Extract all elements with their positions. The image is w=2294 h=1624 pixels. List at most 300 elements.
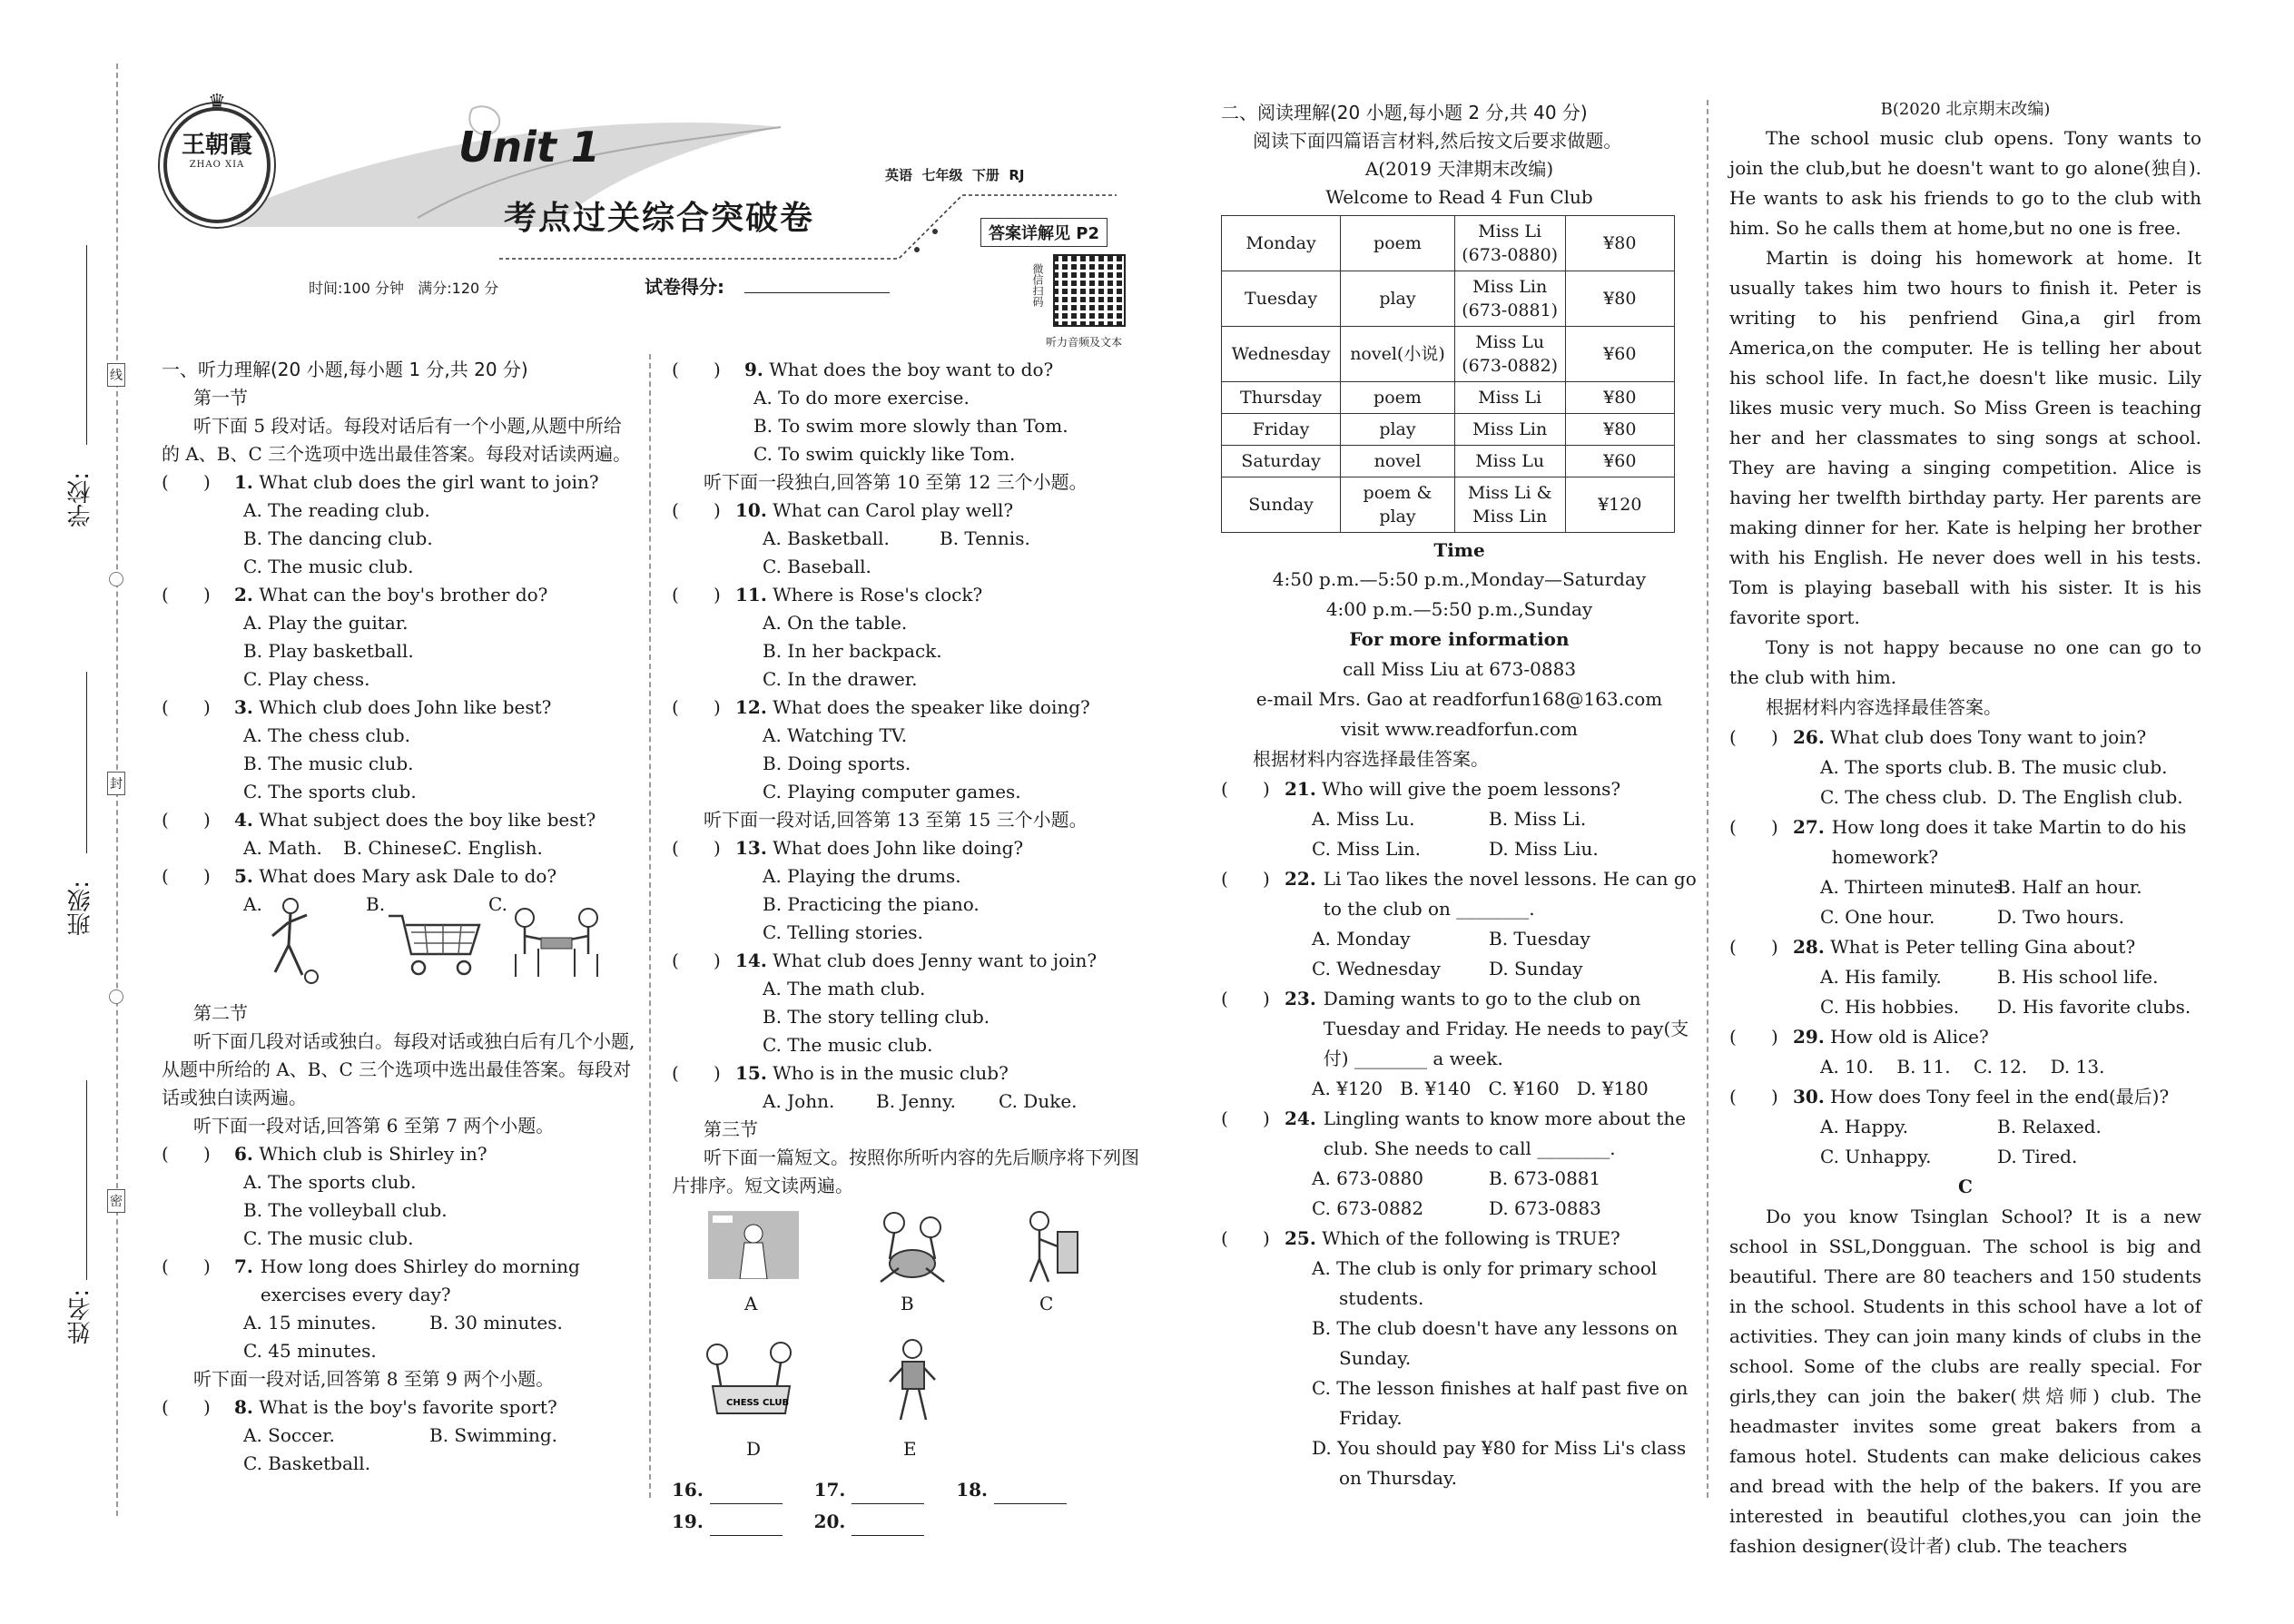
schedule-cell: Tuesday [1222, 271, 1341, 327]
q7-number: 7. [234, 1255, 253, 1277]
question-14: ( ) 14. What club does Jenny want to join? [672, 950, 1098, 971]
q24-number: 24. [1285, 1107, 1316, 1129]
binding-sidebar [54, 227, 123, 1525]
part3-label: 第三节 [704, 1118, 758, 1140]
q13-stem: What does John like doing? [773, 837, 1024, 859]
question-22: ( ) 22. Li Tao likes the novel lessons. He can go to the club on ________. [1221, 864, 1698, 924]
q21-stem: Who will give the poem lessons? [1322, 778, 1621, 800]
girl-speaking-icon [708, 1211, 799, 1279]
time-sunday: 4:00 p.m.—5:50 p.m.,Sunday [1325, 598, 1593, 620]
part1-label: 第一节 [193, 387, 248, 408]
schedule-table [1221, 215, 1675, 533]
schedule-cell: Wednesday [1222, 327, 1341, 382]
q11-stem: Where is Rose's clock? [773, 584, 983, 605]
q28-option-a[interactable]: A. His family. [1820, 966, 1942, 988]
q5-stem: What does Mary ask Dale to do? [259, 865, 557, 887]
q15-option-b[interactable]: B. Jenny. [876, 1090, 957, 1112]
q8-option-b[interactable]: B. Swimming. [429, 1424, 557, 1446]
order-blank-18[interactable] [994, 1485, 1067, 1504]
logo-text: 王朝霞 [181, 132, 252, 159]
q21-option-a[interactable]: A. Miss Lu. [1312, 808, 1415, 830]
passage-c-paragraph-1: Do you know Tsinglan School? It is a new school in SSL,Dongguan. The school is big and beautiful. There are 80 teachers and 150 students in the school. Students in this school have a lot of activities. They can join many kinds of clubs in the school. Some of the clubs are really special. For girls,they can join the baker(烘焙师) club. The headmaster invites some great bakers from a famous hotel. Students can make delicious cakes and bread with the help of the bakers. If you are interested in beautiful clothes,you can join the fashion designer(设计者) club. The teachers [1729, 1206, 2201, 1557]
q6-stem: Which club is Shirley in? [259, 1143, 487, 1165]
schedule-row [1222, 382, 1675, 414]
schedule-cell: ¥60 [1565, 446, 1674, 477]
dialogue-13-15-intro: 听下面一段对话,回答第 13 至第 15 三个小题。 [704, 809, 1088, 831]
monologue-10-12-intro: 听下面一段独白,回答第 10 至第 12 三个小题。 [704, 471, 1088, 493]
q25-option-c[interactable]: C. The lesson finishes at half past five on Friday. [1312, 1377, 1689, 1429]
q1-option-c[interactable]: C. The music club. [243, 556, 414, 577]
q26-option-a[interactable]: A. The sports club. [1820, 756, 1994, 778]
schedule-cell: novel [1341, 446, 1455, 477]
question-26: ( ) 26. What club does Tony want to join? [1729, 726, 2147, 748]
q4-number: 4. [234, 809, 253, 831]
question-6: ( ) 6. Which club is Shirley in? [162, 1143, 487, 1165]
q11-option-b[interactable]: B. In her backpack. [763, 640, 942, 662]
schedule-cell: Miss Lin (673-0881) [1454, 271, 1565, 327]
order-answer-row-1 [672, 1476, 1144, 1504]
passage-a-title: A(2019 天津期末改编) [1364, 158, 1554, 180]
qr-side-label: 微信扫码 [1031, 263, 1044, 307]
question-11: ( ) 11. Where is Rose's clock? [672, 584, 983, 605]
choose-instruction-a: 根据材料内容选择最佳答案。 [1253, 748, 1489, 770]
reading-heading: 二、阅读理解(20 小题,每小题 2 分,共 40 分) [1221, 102, 1588, 123]
q6-number: 6. [234, 1143, 253, 1165]
q29-stem: How old is Alice? [1830, 1026, 1989, 1048]
q25-option-a[interactable]: A. The club is only for primary school students. [1312, 1257, 1658, 1309]
q8-option-c[interactable]: C. Basketball. [243, 1452, 371, 1474]
school-line [86, 245, 87, 445]
q30-option-c[interactable]: C. Unhappy. [1820, 1146, 1932, 1167]
order-number-17: 17. [813, 1479, 846, 1501]
question-9: ( ) 9. What does the boy want to do? [672, 359, 1054, 380]
listening-column-2 [672, 356, 1144, 1536]
q21-option-c[interactable]: C. Miss Lin. [1312, 838, 1421, 860]
score-blank[interactable] [744, 292, 890, 293]
q9-option-c[interactable]: C. To swim quickly like Tom. [753, 443, 1016, 465]
dialogue-6-7-intro: 听下面一段对话,回答第 6 至第 7 两个小题。 [193, 1115, 555, 1137]
picture-d-label: D [746, 1438, 762, 1460]
q12-option-c[interactable]: C. Playing computer games. [763, 781, 1021, 802]
q5-option-b[interactable]: B. [366, 893, 386, 915]
info-heading: For more information [1349, 628, 1570, 650]
q1-number: 1. [234, 471, 253, 493]
q15-option-c[interactable]: C. Duke. [999, 1090, 1078, 1112]
punch-hole-1 [109, 572, 123, 586]
q8-stem: What is the boy's favorite sport? [259, 1396, 557, 1418]
schedule-cell: poem [1341, 216, 1455, 271]
q4-option-a[interactable]: A. Math. [243, 837, 322, 859]
q7-option-b[interactable]: B. 30 minutes. [429, 1312, 563, 1334]
unit-title: Unit 1 [458, 123, 600, 172]
q7-option-a[interactable]: A. 15 minutes. [243, 1312, 377, 1334]
q3-number: 3. [234, 696, 253, 718]
q27-number: 27. [1793, 816, 1825, 838]
q3-option-c[interactable]: C. The sports club. [243, 781, 417, 802]
schedule-row [1222, 327, 1675, 382]
question-30: ( ) 30. How does Tony feel in the end(最后)? [1729, 1086, 2170, 1107]
part3-instructions: 听下面一篇短文。按照你所听内容的先后顺序将下列图片排序。短文读两遍。 [672, 1147, 1139, 1196]
q25-number: 25. [1285, 1227, 1316, 1249]
q7-stem: How long does Shirley do morning exercises every day? [260, 1255, 580, 1305]
q12-stem: What does the speaker like doing? [773, 696, 1090, 718]
q22-option-b[interactable]: B. Tuesday [1489, 928, 1590, 950]
schedule-cell: Miss Li (673-0880) [1454, 216, 1565, 271]
order-blank-16[interactable] [710, 1485, 783, 1504]
question-8: ( ) 8. What is the boy's favorite sport? [162, 1396, 557, 1418]
q6-option-a[interactable]: A. The sports club. [243, 1171, 417, 1193]
reading-instructions: 阅读下面四篇语言材料,然后按文后要求做题。 [1253, 130, 1622, 152]
time-weekday: 4:50 p.m.—5:50 p.m.,Monday—Saturday [1272, 568, 1647, 590]
q7-options-ab [162, 1309, 638, 1337]
q27-option-c[interactable]: C. One hour. [1820, 906, 1935, 928]
q2-option-a[interactable]: A. Play the guitar. [243, 612, 409, 634]
q2-option-b[interactable]: B. Play basketball. [243, 640, 414, 662]
q22-options-ab [1221, 924, 1698, 954]
q21-option-b[interactable]: B. Miss Li. [1489, 808, 1587, 830]
q14-option-c[interactable]: C. The music club. [763, 1034, 933, 1056]
schedule-cell: Monday [1222, 216, 1341, 271]
q26-options-ab [1729, 753, 2201, 782]
q9-option-a[interactable]: A. To do more exercise. [753, 387, 970, 408]
schedule-cell: play [1341, 414, 1455, 446]
schedule-row [1222, 216, 1675, 271]
picture-a [708, 1211, 799, 1279]
passage-b-paragraph-1: The school music club opens. Tony wants to join the club,but he doesn't want to go alone(独自). He wants to ask his friends to go to the club with him. So he calls them at home,but no one is free. [1729, 127, 2201, 239]
q13-number: 13. [735, 837, 767, 859]
seal-mark-1: 线 [107, 363, 125, 387]
q28-stem: What is Peter telling Gina about? [1830, 936, 2136, 958]
q30-option-b[interactable]: B. Relaxed. [1997, 1116, 2102, 1137]
q13-option-a[interactable]: A. Playing the drums. [763, 865, 961, 887]
q12-number: 12. [735, 696, 767, 718]
listening-column-1 [162, 356, 638, 1478]
q3-option-b[interactable]: B. The music club. [243, 753, 414, 774]
q10-number: 10. [735, 499, 767, 521]
q28-option-c[interactable]: C. His hobbies. [1820, 996, 1960, 1018]
picture-e-label: E [903, 1438, 917, 1460]
question-24: ( ) 24. Lingling wants to know more about the club. She needs to call ________. [1221, 1104, 1698, 1164]
q26-option-b[interactable]: B. The music club. [1997, 756, 2168, 778]
shopping-cart-icon [384, 909, 484, 981]
listening-heading: 一、听力理解(20 小题,每小题 1 分,共 20 分) [162, 359, 528, 380]
order-blank-19[interactable] [710, 1517, 783, 1536]
logo-badge [163, 91, 271, 223]
picture-e-boy-icon [881, 1336, 944, 1427]
q23-number: 23. [1285, 988, 1316, 1009]
q10-options-ab [672, 525, 1144, 553]
q26-option-d[interactable]: D. The English club. [1997, 786, 2183, 808]
q23-stem: Daming wants to go to the club on Tuesday and Friday. He needs to pay(支付) ________ a week. [1323, 988, 1689, 1069]
question-15: ( ) 15. Who is in the music club? [672, 1062, 1009, 1084]
q22-option-c[interactable]: C. Wednesday [1312, 958, 1441, 979]
info-email: e-mail Mrs. Gao at readforfun168@163.com [1255, 688, 1663, 710]
dialogue-8-9-intro: 听下面一段对话,回答第 8 至第 9 两个小题。 [193, 1368, 555, 1390]
q15-options [672, 1088, 1144, 1116]
passage-a-subtitle: Welcome to Read 4 Fun Club [1325, 186, 1593, 208]
q15-number: 15. [735, 1062, 767, 1084]
q27-stem: How long does it take Martin to do his homework? [1831, 816, 2187, 868]
q30-options-cd [1729, 1142, 2201, 1172]
exam-title: 考点过关综合突破卷 [504, 199, 815, 237]
q24-option-b[interactable]: B. 673-0881 [1489, 1167, 1601, 1189]
q6-option-c[interactable]: C. The music club. [243, 1227, 414, 1249]
q10-stem: What can Carol play well? [773, 499, 1014, 521]
q15-option-a[interactable]: A. John. [763, 1090, 835, 1112]
schedule-cell: ¥80 [1565, 414, 1674, 446]
name-label: 姓名: [67, 1289, 94, 1344]
question-23: ( ) 23. Daming wants to go to the club on Tuesday and Friday. He needs to pay(支付) ________ a week. [1221, 984, 1698, 1074]
class-label: 班级: [67, 881, 94, 936]
info-phone: call Miss Liu at 673-0883 [1342, 658, 1577, 680]
schedule-row [1222, 477, 1675, 533]
q27-option-d[interactable]: D. Two hours. [1997, 906, 2125, 928]
q29-number: 29. [1793, 1026, 1825, 1048]
picture-b-label: B [901, 1293, 914, 1314]
q27-options-cd [1729, 902, 2201, 932]
question-2: ( ) 2. What can the boy's brother do? [162, 584, 548, 605]
q28-options-cd [1729, 992, 2201, 1022]
q14-option-b[interactable]: B. The story telling club. [763, 1006, 990, 1028]
schedule-row [1222, 414, 1675, 446]
question-21: ( ) 21. Who will give the poem lessons? [1221, 778, 1621, 800]
question-4: ( ) 4. What subject does the boy like best? [162, 809, 596, 831]
q28-option-d[interactable]: D. His favorite clubs. [1997, 996, 2191, 1018]
q24-stem: Lingling wants to know more about the club. She needs to call ________. [1323, 1107, 1687, 1159]
question-25: ( ) 25. Which of the following is TRUE? [1221, 1227, 1620, 1249]
q12-option-a[interactable]: A. Watching TV. [763, 724, 908, 746]
separator-2 [1707, 100, 1708, 1498]
q24-option-c[interactable]: C. 673-0882 [1312, 1197, 1424, 1219]
schedule-cell: novel(小说) [1341, 327, 1455, 382]
answer-ref: 答案详解见 P2 [980, 218, 1108, 247]
q25-option-b[interactable]: B. The club doesn't have any lessons on Sunday. [1312, 1317, 1679, 1369]
schedule-cell: Miss Lin [1454, 414, 1565, 446]
q14-number: 14. [735, 950, 767, 971]
q13-option-b[interactable]: B. Practicing the piano. [763, 893, 980, 915]
q28-number: 28. [1793, 936, 1825, 958]
q5-number: 5. [234, 865, 253, 887]
order-number-20: 20. [813, 1511, 846, 1532]
order-number-19: 19. [672, 1511, 704, 1532]
q1-stem: What club does the girl want to join? [259, 471, 599, 493]
q7-option-c[interactable]: C. 45 minutes. [243, 1340, 377, 1362]
schedule-cell: Miss Li & Miss Lin [1454, 477, 1565, 533]
schedule-row [1222, 446, 1675, 477]
q30-option-d[interactable]: D. Tired. [1997, 1146, 2078, 1167]
order-blank-20[interactable] [852, 1517, 924, 1536]
info-website: visit www.readforfun.com [1341, 718, 1578, 740]
schedule-cell: Friday [1222, 414, 1341, 446]
q27-option-a[interactable]: A. Thirteen minutes. [1820, 876, 2009, 898]
passage-b-title: B(2020 北京期末改编) [1880, 100, 2051, 119]
kids-playing-chess-icon [507, 900, 606, 981]
qr-code-frame [1053, 254, 1126, 327]
passage-b-paragraph-3: Tony is not happy because no one can go to the club with him. [1729, 636, 2201, 688]
q4-option-c[interactable]: C. English. [443, 837, 543, 859]
q22-number: 22. [1285, 868, 1316, 890]
separator-1 [649, 354, 651, 1498]
q21-options-ab [1221, 804, 1698, 834]
school-label: 学校: [67, 472, 94, 527]
q21-number: 21. [1285, 778, 1316, 800]
q9-number: 9. [744, 359, 763, 380]
q5-picture-options [162, 891, 638, 990]
schedule-cell: play [1341, 271, 1455, 327]
schedule-cell: Thursday [1222, 382, 1341, 414]
question-7: ( ) 7. How long does Shirley do morning exercises every day? [162, 1253, 638, 1309]
chess-club-sign: CHESS CLUB [726, 1398, 790, 1408]
schedule-cell: ¥60 [1565, 327, 1674, 382]
q2-stem: What can the boy's brother do? [259, 584, 548, 605]
q14-stem: What club does Jenny want to join? [773, 950, 1098, 971]
question-3: ( ) 3. Which club does John like best? [162, 696, 552, 718]
q30-stem: How does Tony feel in the end(最后)? [1830, 1086, 2170, 1107]
question-27: ( ) 27. How long does it take Martin to do his homework? [1729, 812, 2201, 872]
q15-stem: Who is in the music club? [773, 1062, 1009, 1084]
q30-options-ab [1729, 1112, 2201, 1142]
q14-option-a[interactable]: A. The math club. [763, 978, 926, 999]
logo-crown-icon: ♛ [208, 91, 226, 113]
q30-number: 30. [1793, 1086, 1825, 1107]
question-1: ( ) 1. What club does the girl want to join? [162, 471, 599, 493]
q23-options[interactable]: A. ¥120 B. ¥140 C. ¥160 D. ¥180 [1312, 1078, 1649, 1099]
q11-option-c[interactable]: C. In the drawer. [763, 668, 918, 690]
q24-option-a[interactable]: A. 673-0880 [1312, 1167, 1423, 1189]
q3-option-a[interactable]: A. The chess club. [243, 724, 411, 746]
question-13: ( ) 13. What does John like doing? [672, 837, 1024, 859]
q22-option-d[interactable]: D. Sunday [1489, 958, 1583, 979]
q9-stem: What does the boy want to do? [769, 359, 1054, 380]
q27-option-b[interactable]: B. Half an hour. [1997, 876, 2142, 898]
q25-stem: Which of the following is TRUE? [1322, 1227, 1620, 1249]
q12-option-b[interactable]: B. Doing sports. [763, 753, 911, 774]
logo-sub: ZHAO XIA [189, 160, 245, 170]
q6-option-b[interactable]: B. The volleyball club. [243, 1199, 448, 1221]
question-12: ( ) 12. What does the speaker like doing? [672, 696, 1090, 718]
reading-column-1 [1221, 98, 1698, 1493]
picture-c-label: C [1039, 1293, 1054, 1314]
score-label: 试卷得分: [645, 276, 724, 298]
punch-hole-2 [109, 989, 123, 1004]
passage-c-title: C [1958, 1176, 1973, 1197]
picture-c-piano-icon [1008, 1205, 1080, 1286]
picture-d-chess-club-icon [694, 1336, 808, 1427]
part2-label: 第二节 [193, 1002, 248, 1024]
q4-stem: What subject does the boy like best? [259, 809, 596, 831]
q26-options-cd [1729, 782, 2201, 812]
schedule-cell: ¥80 [1565, 382, 1674, 414]
header [145, 91, 1153, 363]
q25-option-d[interactable]: D. You should pay ¥80 for Miss Li's class on Thursday. [1312, 1437, 1687, 1489]
q30-option-a[interactable]: A. Happy. [1820, 1116, 1909, 1137]
q28-options-ab [1729, 962, 2201, 992]
seal-mark-2: 封 [107, 772, 125, 795]
boy-playing-soccer-icon [261, 895, 325, 986]
q24-option-d[interactable]: D. 673-0883 [1489, 1197, 1601, 1219]
q11-option-a[interactable]: A. On the table. [763, 612, 908, 634]
time-heading: Time [1433, 539, 1485, 561]
q26-number: 26. [1793, 726, 1825, 748]
part1-instructions: 听下面 5 段对话。每段对话后有一个小题,从题中所给的 A、B、C 三个选项中选出最佳答案。每段对话读两遍。 [162, 415, 632, 465]
schedule-cell: Saturday [1222, 446, 1341, 477]
q24-options-cd [1221, 1194, 1698, 1224]
q28-option-b[interactable]: B. His school life. [1997, 966, 2159, 988]
picture-b-band-icon [867, 1205, 958, 1286]
schedule-cell: poem & play [1341, 477, 1455, 533]
q10-option-c[interactable]: C. Baseball. [763, 556, 871, 577]
schedule-cell: Miss Lu [1454, 446, 1565, 477]
q4-option-b[interactable]: B. Chinese. [343, 837, 448, 859]
q22-option-a[interactable]: A. Monday [1312, 928, 1411, 950]
schedule-cell: Miss Lu (673-0882) [1454, 327, 1565, 382]
class-line [86, 672, 87, 853]
q24-options-ab [1221, 1164, 1698, 1194]
choose-instruction-b: 根据材料内容选择最佳答案。 [1766, 696, 2002, 718]
order-number-18: 18. [956, 1479, 988, 1501]
q2-number: 2. [234, 584, 253, 605]
q1-option-a[interactable]: A. The reading club. [243, 499, 430, 521]
schedule-row [1222, 271, 1675, 327]
q27-options-ab [1729, 872, 2201, 902]
name-line [86, 1080, 87, 1280]
q26-stem: What club does Tony want to join? [1830, 726, 2147, 748]
part2-instructions: 听下面几段对话或独白。每段对话或独白后有几个小题,从题中所给的 A、B、C 三个选项中选出最佳答案。每段对话或独白读两遍。 [162, 1030, 635, 1108]
time-info: 时间:100 分钟 满分:120 分 [309, 280, 499, 297]
order-number-16: 16. [672, 1479, 704, 1501]
q4-options [162, 834, 638, 862]
q22-stem: Li Tao likes the novel lessons. He can go to the club on ________. [1323, 868, 1697, 920]
q8-number: 8. [234, 1396, 253, 1418]
schedule-cell: ¥80 [1565, 216, 1674, 271]
subject-tag: 英语 七年级 下册 RJ [885, 167, 1025, 183]
question-28: ( ) 28. What is Peter telling Gina about? [1729, 936, 2136, 958]
q3-stem: Which club does John like best? [259, 696, 552, 718]
q10-option-a[interactable]: A. Basketball. [763, 527, 890, 549]
q8-option-a[interactable]: A. Soccer. [243, 1424, 335, 1446]
reading-column-2 [1729, 95, 2201, 1561]
q5-option-a[interactable]: A. [243, 893, 262, 915]
schedule-cell: ¥120 [1565, 477, 1674, 533]
q10-option-b[interactable]: B. Tennis. [940, 527, 1030, 549]
q29-options[interactable]: A. 10. B. 11. C. 12. D. 13. [1820, 1056, 2105, 1078]
q11-number: 11. [735, 584, 767, 605]
schedule-cell: Sunday [1222, 477, 1341, 533]
question-10: ( ) 10. What can Carol play well? [672, 499, 1014, 521]
question-5: ( ) 5. What does Mary ask Dale to do? [162, 865, 557, 887]
q2-option-c[interactable]: C. Play chess. [243, 668, 370, 690]
schedule-cell: Miss Li [1454, 382, 1565, 414]
picture-a-label: A [744, 1293, 758, 1314]
order-answer-row-2 [672, 1508, 1144, 1536]
q5-option-c[interactable]: C. [488, 893, 507, 915]
question-29: ( ) 29. How old is Alice? [1729, 1026, 1989, 1048]
order-blank-17[interactable] [852, 1485, 924, 1504]
schedule-cell: poem [1341, 382, 1455, 414]
schedule-cell: ¥80 [1565, 271, 1674, 327]
q26-option-c[interactable]: C. The chess club. [1820, 786, 1988, 808]
q21-options-cd [1221, 834, 1698, 864]
q22-options-cd [1221, 954, 1698, 984]
q13-option-c[interactable]: C. Telling stories. [763, 921, 923, 943]
passage-b-paragraph-2: Martin is doing his homework at home. It usually takes him two hours to finish it. Peter is writing to his penfriend Gina,a girl from America,on the computer. He is telling her about his school life. In fact,he doesn't like music. Lily likes music very much. So Miss Green is teaching her and her classmates to sing songs at school. They are having a singing competition. Alice is having her twelfth birthday party. Her parents are making dinner for her. Kate is helping her brother with his English. He never does well in his tests. Tom is playing baseball with his sister. It is his favorite sport. [1729, 247, 2201, 628]
qr-caption: 听力音频及文本 [1046, 336, 1123, 349]
q9-option-b[interactable]: B. To swim more slowly than Tom. [753, 415, 1068, 437]
q1-option-b[interactable]: B. The dancing club. [243, 527, 433, 549]
q8-options-ab [162, 1422, 638, 1450]
seal-mark-3: 密 [107, 1189, 125, 1213]
q21-option-d[interactable]: D. Miss Liu. [1489, 838, 1599, 860]
